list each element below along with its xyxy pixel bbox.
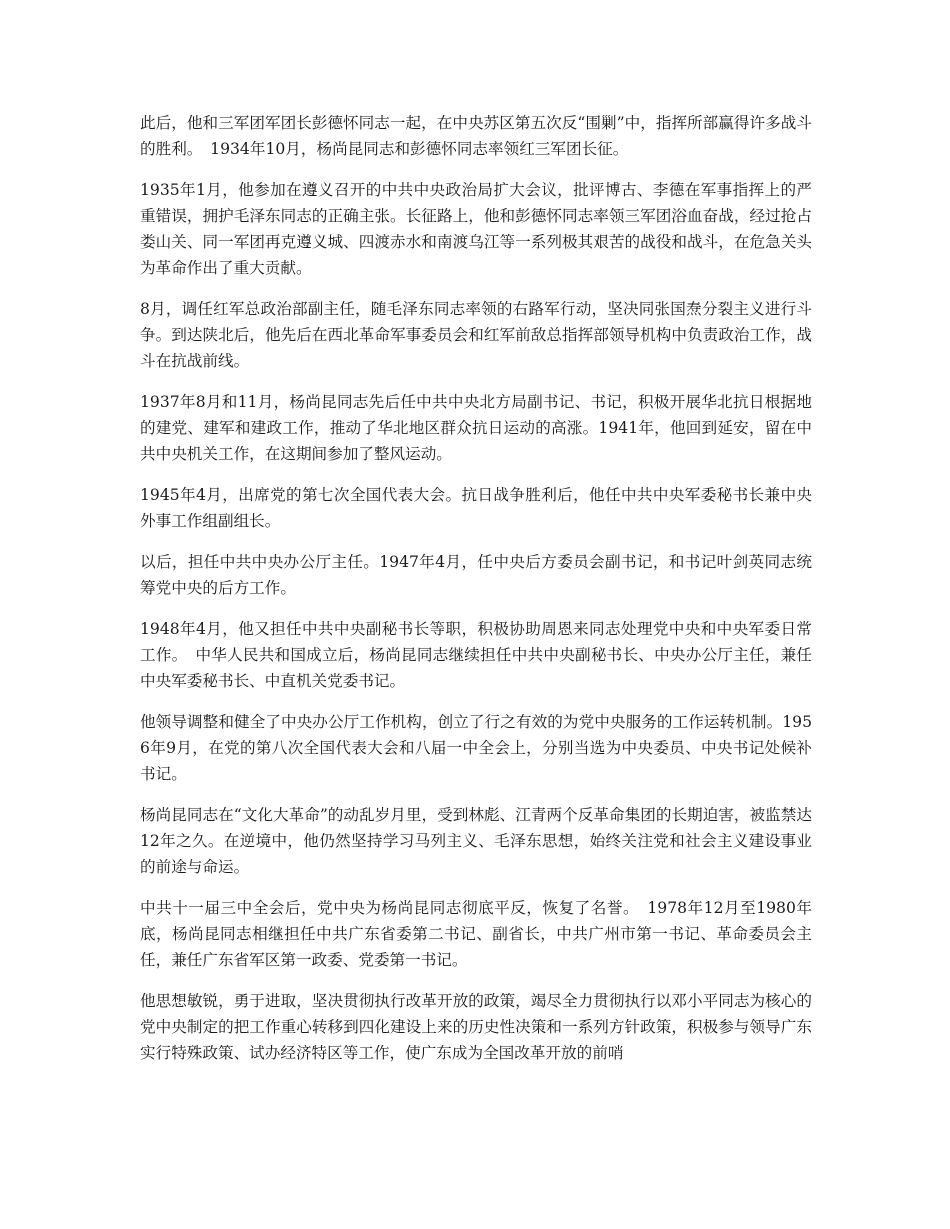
paragraph-10: 中共十一届三中全会后，党中央为杨尚昆同志彻底平反，恢复了名誉。 1978年12月至1980年底，杨尚昆同志相继担任中共广东省委第二书记、副省长，中共广州市第一书记、革命委员会主任，兼任广东省军区第一政委、党委第一书记。: [140, 899, 812, 969]
paragraph-6: 以后，担任中共中央办公厅主任。1947年4月，任中央后方委员会副书记，和书记叶剑英同志统筹党中央的后方工作。: [140, 553, 812, 597]
paragraph-4: 1937年8月和11月，杨尚昆同志先后任中共中央北方局副书记、书记，积极开展华北抗日根据地的建党、建军和建政工作，推动了华北地区群众抗日运动的高涨。1941年，他回到延安，留在中共中央机关工作，在这期间参加了整风运动。: [140, 393, 812, 463]
paragraph-5: 1945年4月，出席党的第七次全国代表大会。抗日战争胜利后，他任中共中央军委秘书长兼中央外事工作组副组长。: [140, 486, 812, 530]
paragraph-7: 1948年4月，他又担任中共中央副秘书长等职，积极协助周恩来同志处理党中央和中央军委日常工作。 中华人民共和国成立后，杨尚昆同志继续担任中共中央副秘书长、中央办公厅主任，兼任中央军委秘书长、中直机关党委书记。: [140, 620, 812, 690]
document-body: [140, 110, 812, 1081]
paragraph-3: 8月，调任红军总政治部副主任，随毛泽东同志率领的右路军行动，坚决同张国焘分裂主义进行斗争。到达陕北后，他先后在西北革命军事委员会和红军前敌总指挥部领导机构中负责政治工作，战斗在抗战前线。: [140, 300, 812, 370]
paragraph-8: 他领导调整和健全了中央办公厅工作机构，创立了行之有效的为党中央服务的工作运转机制。1956年9月，在党的第八次全国代表大会和八届一中全会上，分别当选为中央委员、中央书记处候补书记。: [140, 713, 812, 783]
paragraph-9: 杨尚昆同志在“文化大革命”的动乱岁月里，受到林彪、江青两个反革命集团的长期迫害，被监禁达12年之久。在逆境中，他仍然坚持学习马列主义、毛泽东思想，始终关注党和社会主义建设事业的前途与命运。: [140, 806, 812, 876]
paragraph-1: 此后，他和三军团军团长彭德怀同志一起，在中央苏区第五次反“围剿”中，指挥所部赢得许多战斗的胜利。 1934年10月，杨尚昆同志和彭德怀同志率领红三军团长征。: [140, 114, 812, 158]
paragraph-11: 他思想敏锐，勇于进取，坚决贯彻执行改革开放的政策，竭尽全力贯彻执行以邓小平同志为核心的党中央制定的把工作重心转移到四化建设上来的历史性决策和一系列方针政策，积极参与领导广东实行特殊政策、试办经济特区等工作，使广东成为全国改革开放的前哨: [140, 992, 812, 1062]
paragraph-2: 1935年1月，他参加在遵义召开的中共中央政治局扩大会议，批评博古、李德在军事指挥上的严重错误，拥护毛泽东同志的正确主张。长征路上，他和彭德怀同志率领三军团浴血奋战，经过抢占娄山关、同一军团再克遵义城、四渡赤水和南渡乌江等一系列极其艰苦的战役和战斗，在危急关头为革命作出了重大贡献。: [140, 181, 812, 277]
